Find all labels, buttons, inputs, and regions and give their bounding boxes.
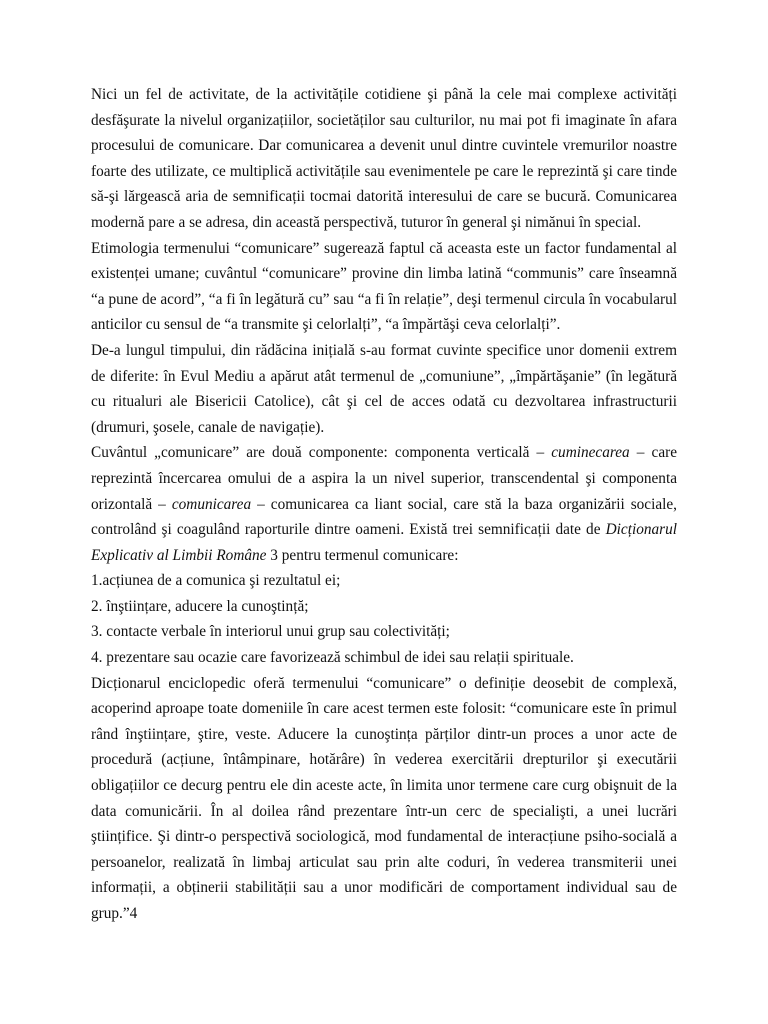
paragraph-components [91,440,677,568]
components-text-4: 3 pentru termenul comunicare: [266,546,459,564]
paragraph-history: De-a lungul timpului, din rădăcina inițială s-au format cuvinte specifice unor domenii extrem de diferite: în Evul Mediu a apărut atât termenul de „comuniune”, „împărtăşanie” (în legătură cu ritualuri ale Bisericii Catolice), cât şi cel de acces odată cu dezvoltarea infrastructurii (drumuri, şosele, canale de navigație). [91,341,677,436]
paragraph-intro: Nici un fel de activitate, de la activitățile cotidiene şi până la cele mai complexe activități desfăşurate la nivelul organizațiilor, societăților sau culturilor, nu mai pot fi imaginate în afara procesului de comunicare. Dar comunicarea a devenit unul dintre cuvintele vremurilor noastre foarte des utilizate, ce multiplică activitățile sau evenimentele pe care le reprezintă şi care tinde să-şi lărgească aria de semnificații tocmai datorită interesului de care se bucură. Comunicarea modernă pare a se adresa, din această perspectivă, tuturor în general şi nimănui în special. [91,86,677,231]
paragraph-etymology: Etimologia termenului “comunicare” sugerează faptul că aceasta este un factor fundamental al existenței umane; cuvântul “comunicare” provine din limba latină “communis” care înseamnă “a pune de acord”, “a fi în legătură cu” sau “a fi în relație”, deşi termenul circula în vocabularul anticilor cu sensul de “a transmite şi celorlalți”, “a împărtăşi ceva celorlalți”. [91,239,677,334]
components-text-3: – comunicarea ca liant social, care stă la baza organizării sociale, controlând şi coagulând raporturile dintre oameni. Există trei semnificații date de [91,495,677,539]
list-item: 4. prezentare sau ocazie care favorizează schimbul de idei sau relații spirituale. [91,649,574,667]
list-item: 1.acțiunea de a comunica şi rezultatul ei; [91,572,341,590]
paragraph-definition: Dicționarul enciclopedic oferă termenului “comunicare” o definiție deosebit de complexă, acoperind aproape toate domeniile în care acest termen este folosit: “comunicare este în primul rând înştiințare, ştire, veste. Aducere la cunoştința părților dintr-un proces a unor acte de procedură (acțiune, întâmpinare, hotărâre) în vederea exercitării drepturilor şi executării obligațiilor ce decurg pentru ele din aceste acte, în limita unor termene care curg obişnuit de la data comunicării. În al doilea rând prezentare într-un cerc de specialişti, a unei lucrări ştiințifice. Şi dintr-o perspectivă sociologică, mod fundamental de interacțiune psiho-socială a persoanelor, realizată în limbaj articulat sau prin alte coduri, în vederea transmiterii unei informații, a obținerii stabilității sau a unor modificări de comportament individual sau de grup.”4 [91,674,677,922]
list-item: 3. contacte verbale în interiorul unui grup sau colectivități; [91,623,450,641]
components-text-1: Cuvântul „comunicare” are două componente: componenta verticală – [91,444,552,462]
dictionary-title: Dicționarul Explicativ al Limbii Române [91,521,677,564]
components-text-2: – care reprezintă încercarea omului de a aspira la un nivel superior, transcendental şi componenta orizontală – [91,444,677,513]
term-comunicarea: comunicarea [171,495,252,513]
document-page [91,82,677,927]
term-cuminecarea: cuminecarea [551,444,630,462]
list-item: 2. înştiințare, aducere la cunoştință; [91,597,309,615]
